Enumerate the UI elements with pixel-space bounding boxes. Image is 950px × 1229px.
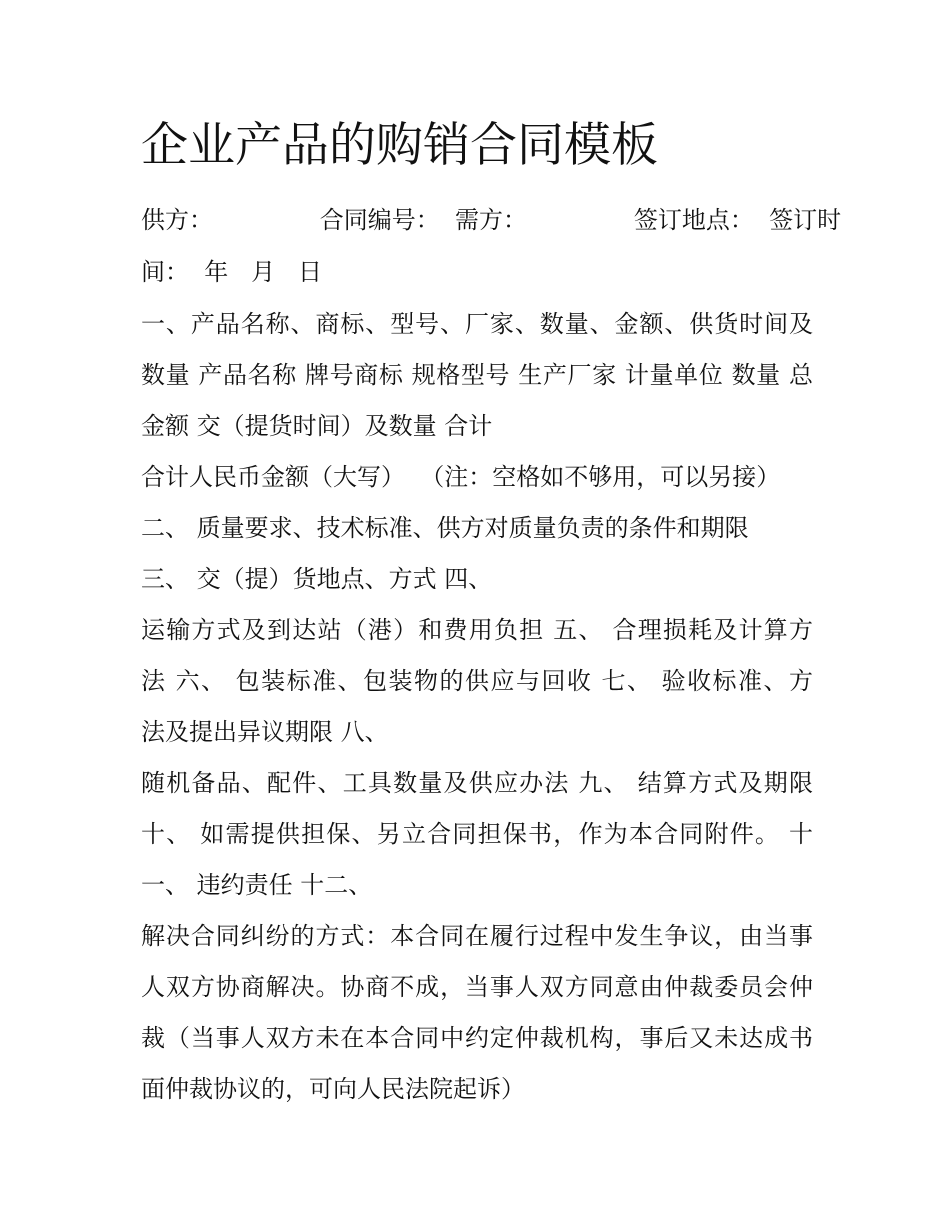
clause-8-9-line: 随机备品、配件、工具数量及供应办法 九、 结算方式及期限: [141, 769, 813, 797]
dispute-line-4: 面仲裁协议的，可向人民法院起诉）: [141, 1075, 525, 1103]
clause-11-12-line: 一、 违约责任 十二、: [141, 871, 373, 899]
clause-1-fields-line: 数量 产品名称 牌号商标 规格型号 生产厂家 计量单位 数量 总: [141, 361, 813, 389]
clause-4-5-line: 运输方式及到达站（港）和费用负担 五、 合理损耗及计算方: [141, 616, 813, 644]
clause-3-line: 三、 交（提）货地点、方式 四、: [141, 565, 493, 593]
dispute-line-3: 裁（当事人双方未在本合同中约定仲裁机构，事后又未达成书: [141, 1024, 813, 1052]
clause-6-7-line: 法 六、 包装标准、包装物的供应与回收 七、 验收标准、方: [141, 667, 813, 695]
clause-1-fields-cont-line: 金额 交（提货时间）及数量 合计: [141, 412, 493, 440]
party-info-line: 供方： 合同编号： 需方： 签订地点： 签订时: [141, 206, 842, 234]
clause-2-line: 二、 质量要求、技术标准、供方对质量负责的条件和期限: [141, 514, 749, 542]
clause-1-line: 一、产品名称、商标、型号、厂家、数量、金额、供货时间及: [141, 310, 813, 338]
dispute-line-2: 人双方协商解决。协商不成，当事人双方同意由仲裁委员会仲: [141, 973, 813, 1001]
clause-7-8-line: 法及提出异议期限 八、: [141, 718, 389, 746]
document-title: 企业产品的购销合同模板: [141, 118, 658, 173]
total-amount-line: 合计人民币金额（大写） （注：空格如不够用，可以另接）: [141, 463, 781, 491]
clause-10-line: 十、 如需提供担保、另立合同担保书，作为本合同附件。 十: [141, 820, 813, 848]
date-line: 间： 年 月 日: [141, 258, 323, 286]
dispute-line-1: 解决合同纠纷的方式：本合同在履行过程中发生争议，由当事: [141, 922, 813, 950]
